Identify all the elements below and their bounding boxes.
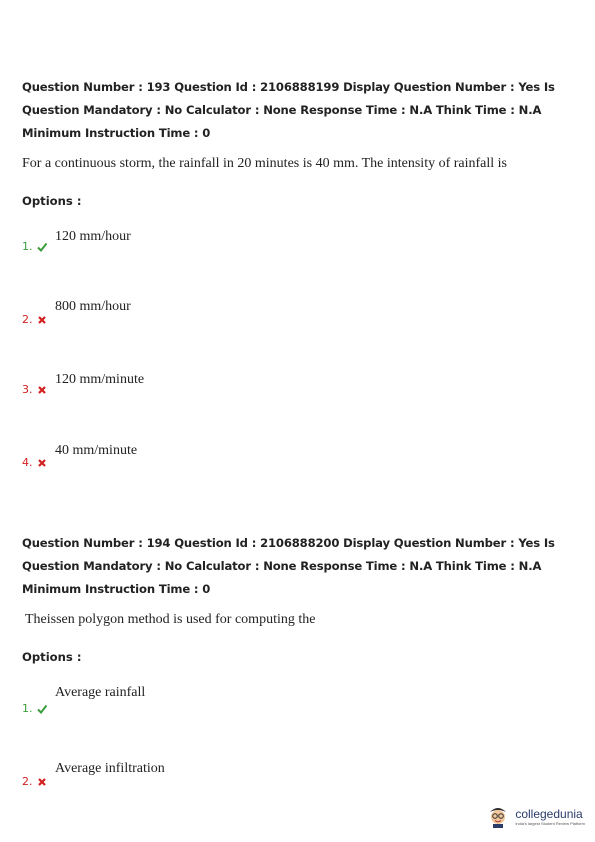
check-icon — [37, 704, 47, 714]
option-text: 120 mm/hour — [55, 229, 131, 244]
option-number: 3. — [22, 383, 47, 396]
question-text: Theissen polygon method is used for computing the — [25, 612, 316, 627]
cross-icon — [37, 385, 47, 395]
option-text: 800 mm/hour — [55, 299, 131, 314]
option-number: 1. — [22, 702, 47, 715]
options-label: Options : — [22, 194, 82, 208]
options-label: Options : — [22, 650, 82, 664]
cross-icon — [37, 315, 47, 325]
option-text: 120 mm/minute — [55, 372, 145, 387]
option-number: 1. — [22, 240, 47, 253]
option-number: 4. — [22, 456, 47, 469]
cross-icon — [37, 777, 47, 787]
question-meta: Question Number : 194 Question Id : 2106888200 Display Question Number : Yes Is Question Mandatory : No Calculator : None Response Time : N.A Think Time : N.A Minimum Instruction Time : 0 — [22, 536, 555, 596]
check-icon — [37, 242, 47, 252]
question-meta: Question Number : 193 Question Id : 2106888199 Display Question Number : Yes Is Question Mandatory : No Calculator : None Response Time : N.A Think Time : N.A Minimum Instruction Time : 0 — [22, 80, 555, 140]
option-number: 2. — [22, 775, 47, 788]
collegedunia-logo — [487, 804, 585, 828]
option-text: Average rainfall — [55, 685, 146, 700]
mascot-icon — [487, 804, 509, 828]
cross-icon — [37, 458, 47, 468]
question-text: For a continuous storm, the rainfall in 20 minutes is 40 mm. The intensity of rainfall is — [22, 156, 508, 171]
logo-tagline: India's largest Student Review Platform — [515, 820, 585, 826]
option-text: 40 mm/minute — [55, 443, 138, 458]
logo-name: collegedunia — [515, 806, 583, 821]
option-text: Average infiltration — [55, 761, 165, 776]
option-number: 2. — [22, 313, 47, 326]
